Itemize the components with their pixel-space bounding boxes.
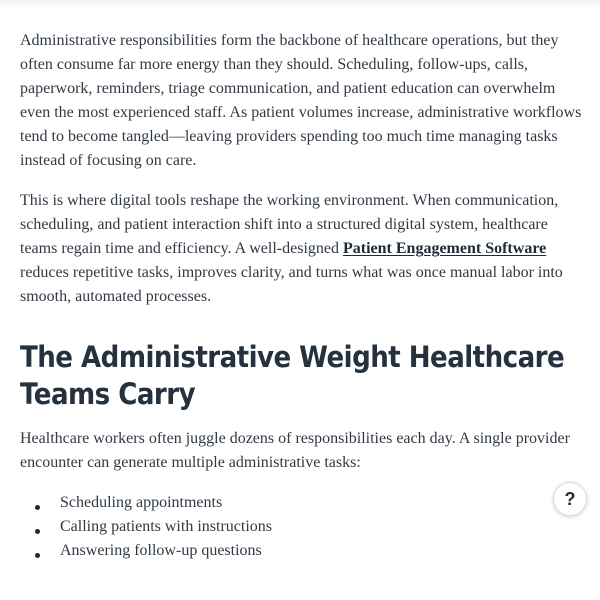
paragraph-text-start: This is where digital tools reshape the working environment. When communication, scheduling, and patient interaction shift into a structured digital system, healthcare teams regain time and efficiency. A well-designed bbox=[20, 192, 559, 257]
intro-paragraph: Administrative responsibilities form the backbone of healthcare operations, but they often consume far more energy than they should. Scheduling, follow-ups, calls, paperwork, reminders, triage communication, and patient education can overwhelm even the most experienced staff. As patient volumes increase, administrative workflows tend to become tangled—leaving providers spending too much time managing tasks instead of focusing on care. bbox=[20, 32, 582, 169]
list-item-text: Scheduling appointments bbox=[60, 494, 223, 511]
list-item bbox=[20, 539, 586, 563]
help-button[interactable] bbox=[553, 482, 587, 516]
digital-tools-paragraph bbox=[20, 189, 586, 309]
paragraph-text-end: reduces repetitive tasks, improves clarity, and turns what was once manual labor into smooth, automated processes. bbox=[20, 264, 563, 305]
list-item bbox=[20, 515, 586, 539]
task-list bbox=[20, 488, 586, 563]
bullet-icon bbox=[35, 505, 40, 510]
top-divider bbox=[0, 0, 600, 8]
list-item bbox=[20, 488, 586, 515]
responsibilities-paragraph: Healthcare workers often juggle dozens of responsibilities each day. A single provider encounter can generate multiple administrative tasks: bbox=[20, 430, 570, 471]
question-mark-icon: ? bbox=[564, 488, 576, 509]
patient-engagement-software-link[interactable]: Patient Engagement Software bbox=[343, 240, 547, 257]
section-heading: The Administrative Weight Healthcare Teams Carry bbox=[20, 340, 565, 411]
article-content bbox=[20, 29, 586, 563]
list-item-text: Answering follow-up questions bbox=[60, 542, 262, 559]
bullet-icon bbox=[35, 553, 40, 558]
bullet-icon bbox=[35, 529, 40, 534]
list-item-text: Calling patients with instructions bbox=[60, 518, 272, 535]
